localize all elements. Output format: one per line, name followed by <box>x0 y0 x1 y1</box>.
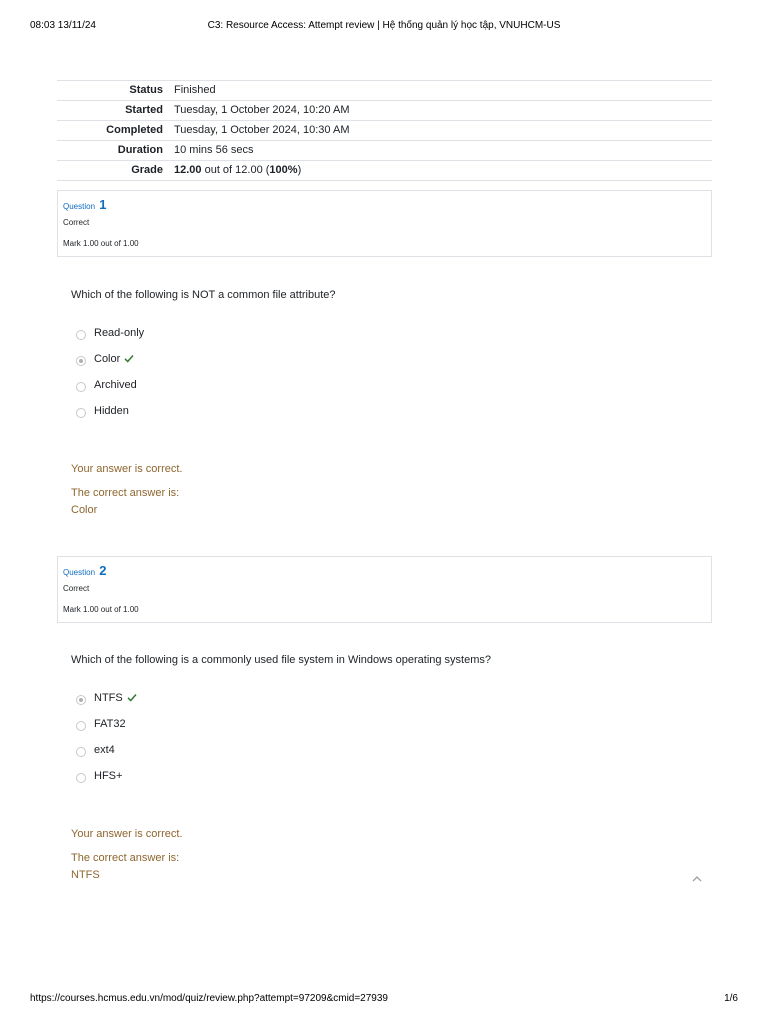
chevron-up-icon[interactable] <box>690 874 704 884</box>
feedback-text: Your answer is correct. <box>71 463 183 475</box>
print-page-title: C3: Resource Access: Attempt review | Hệ thống quản lý học tập, VNUHCM-US <box>207 20 561 31</box>
answer-option-selected[interactable] <box>76 353 376 379</box>
answer-label: Hidden <box>94 405 129 417</box>
summary-row-grade <box>57 161 712 181</box>
right-answer: Color <box>71 504 98 516</box>
print-datetime: 08:03 13/11/24 <box>30 20 96 31</box>
answer-label: Archived <box>94 379 137 391</box>
print-page-number: 1/6 <box>724 993 738 1004</box>
question-mark: Mark 1.00 out of 1.00 <box>63 605 139 614</box>
summary-row-started <box>57 101 712 121</box>
question-info-box <box>57 190 712 257</box>
grade-percent: 100% <box>269 164 298 176</box>
answer-label: FAT32 <box>94 718 126 730</box>
question-number-value: 2 <box>99 563 107 578</box>
answer-label: Color <box>94 353 121 365</box>
summary-label: Grade <box>131 164 163 176</box>
answer-list <box>76 692 376 796</box>
answer-option[interactable] <box>76 718 376 744</box>
answer-option[interactable] <box>76 744 376 770</box>
summary-value: Finished <box>174 84 216 96</box>
right-answer: NTFS <box>71 869 100 881</box>
summary-label: Completed <box>106 124 163 136</box>
radio-button[interactable] <box>76 747 86 757</box>
summary-row-completed <box>57 121 712 141</box>
answer-label: Read-only <box>94 327 145 339</box>
question-state: Correct <box>63 218 90 227</box>
check-icon <box>127 693 137 702</box>
check-icon <box>124 354 134 363</box>
answer-label: ext4 <box>94 744 115 756</box>
attempt-summary-table <box>57 80 712 181</box>
question-label: Question <box>63 202 96 211</box>
summary-value: Tuesday, 1 October 2024, 10:30 AM <box>174 124 350 136</box>
answer-list <box>76 327 376 431</box>
feedback-text: Your answer is correct. <box>71 828 183 840</box>
summary-row-status <box>57 81 712 101</box>
print-header <box>30 20 738 34</box>
radio-button[interactable] <box>76 382 86 392</box>
question-number <box>63 563 107 578</box>
answer-option[interactable] <box>76 405 376 431</box>
summary-label: Status <box>129 84 163 96</box>
answer-label: HFS+ <box>94 770 123 782</box>
answer-option[interactable] <box>76 327 376 353</box>
summary-label: Duration <box>117 144 163 156</box>
summary-value <box>174 161 712 181</box>
grade-score: 12.00 <box>174 164 202 176</box>
question-text: Which of the following is NOT a common file attribute? <box>71 289 336 301</box>
summary-row-duration <box>57 141 712 161</box>
answer-option[interactable] <box>76 770 376 796</box>
question-mark: Mark 1.00 out of 1.00 <box>63 239 139 248</box>
radio-button[interactable] <box>76 721 86 731</box>
question-state: Correct <box>63 584 90 593</box>
answer-label: NTFS <box>94 692 123 704</box>
radio-button-checked[interactable] <box>76 695 86 705</box>
radio-button-checked[interactable] <box>76 356 86 366</box>
grade-out-of: out of 12.00 ( <box>201 164 270 176</box>
radio-button[interactable] <box>76 773 86 783</box>
summary-value: 10 mins 56 secs <box>174 144 254 156</box>
summary-value: Tuesday, 1 October 2024, 10:20 AM <box>174 104 350 116</box>
radio-button[interactable] <box>76 408 86 418</box>
question-number <box>63 197 107 212</box>
answer-option[interactable] <box>76 379 376 405</box>
question-number-value: 1 <box>99 197 107 212</box>
right-answer-label: The correct answer is: <box>71 852 180 864</box>
answer-option-selected[interactable] <box>76 692 376 718</box>
print-url: https://courses.hcmus.edu.vn/mod/quiz/review.php?attempt=97209&cmid=27939 <box>30 993 388 1004</box>
question-label: Question <box>63 568 96 577</box>
grade-close: ) <box>297 164 302 176</box>
question-info-box <box>57 556 712 623</box>
summary-label: Started <box>125 104 163 116</box>
radio-button[interactable] <box>76 330 86 340</box>
answer-label-wrapper <box>94 692 137 704</box>
question-text: Which of the following is a commonly used file system in Windows operating systems? <box>71 654 492 666</box>
right-answer-label: The correct answer is: <box>71 487 180 499</box>
answer-label-wrapper <box>94 353 134 365</box>
